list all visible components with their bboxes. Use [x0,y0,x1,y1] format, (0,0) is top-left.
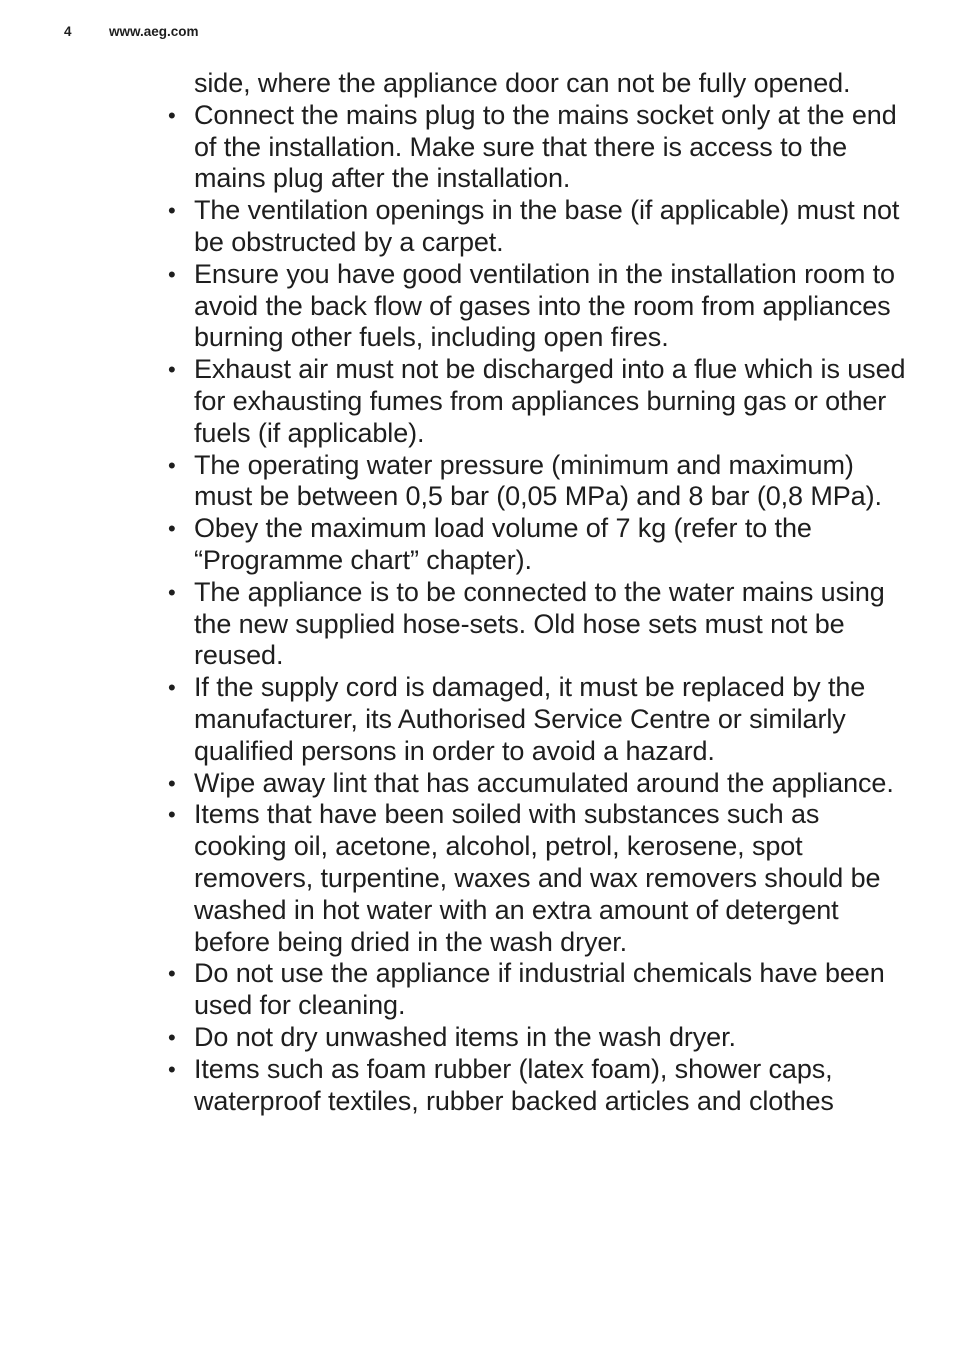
website-link[interactable]: www.aeg.com [109,24,199,39]
list-item-text: The appliance is to be connected to the water mains using the new supplied hose-sets. Old hose sets must not be reused. [194,576,885,671]
bullet-list [168,99,918,1118]
list-item [168,1021,918,1054]
list-item [168,672,918,767]
list-item [168,449,918,514]
list-item [168,99,918,195]
bullet-icon: • [168,675,176,701]
list-item [168,767,918,800]
list-item-text: The ventilation openings in the base (if applicable) must not be obstructed by a carpet. [194,195,900,257]
list-item [168,576,918,672]
list-item [168,1053,918,1118]
bullet-icon: • [168,261,176,287]
list-item-text: If the supply cord is damaged, it must be replaced by the manufacturer, its Authorised Service Centre or similarly qualified persons in order to avoid a hazard. [194,672,866,766]
bullet-icon: • [168,357,176,383]
list-item [168,513,918,577]
list-item-text: Do not use the appliance if industrial chemicals have been used for cleaning. [194,958,885,1021]
bullet-icon: • [168,516,176,542]
list-item-text: Items such as foam rubber (latex foam), shower caps, waterproof textiles, rubber backed articles and clothes [194,1053,834,1116]
bullet-icon: • [168,198,176,224]
bullet-icon: • [168,102,176,128]
continued-paragraph: side, where the appliance door can not be fully opened. [194,68,851,98]
list-item [168,195,918,259]
list-item-text: Wipe away lint that has accumulated around the appliance. [194,767,894,798]
list-item [168,258,918,354]
page-header [64,24,199,39]
bullet-icon: • [168,452,176,478]
list-item-text: Ensure you have good ventilation in the installation room to avoid the back flow of gases into the room from appliances burning other fuels, including open fires. [194,258,895,353]
safety-instructions [168,68,918,1117]
bullet-icon: • [168,1056,176,1082]
list-item [168,799,918,958]
list-item-text: Items that have been soiled with substances such as cooking oil, acetone, alcohol, petrol, kerosene, spot removers, turpentine, waxes and wax removers should be washed in hot water with an extra amount of detergent before being dried in the wash dryer. [194,799,881,957]
bullet-icon: • [168,961,176,987]
list-item-text: The operating water pressure (minimum and maximum) must be between 0,5 bar (0,05 MPa) and 8 bar (0,8 MPa). [194,449,882,512]
bullet-icon: • [168,1024,176,1050]
list-item-text: Connect the mains plug to the mains socket only at the end of the installation. Make sure that there is access to the mains plug after the installation. [194,99,897,194]
list-item-text: Do not dry unwashed items in the wash dryer. [194,1021,736,1052]
list-item-text: Obey the maximum load volume of 7 kg (refer to the “Programme chart” chapter). [194,513,812,575]
list-item [168,958,918,1022]
bullet-icon: • [168,770,176,796]
bullet-icon: • [168,579,176,605]
bullet-icon: • [168,802,176,828]
page-number: 4 [64,24,72,39]
list-item [168,354,918,449]
list-item-text: Exhaust air must not be discharged into a flue which is used for exhausting fumes from appliances burning gas or other fuels (if applicable). [194,354,906,448]
